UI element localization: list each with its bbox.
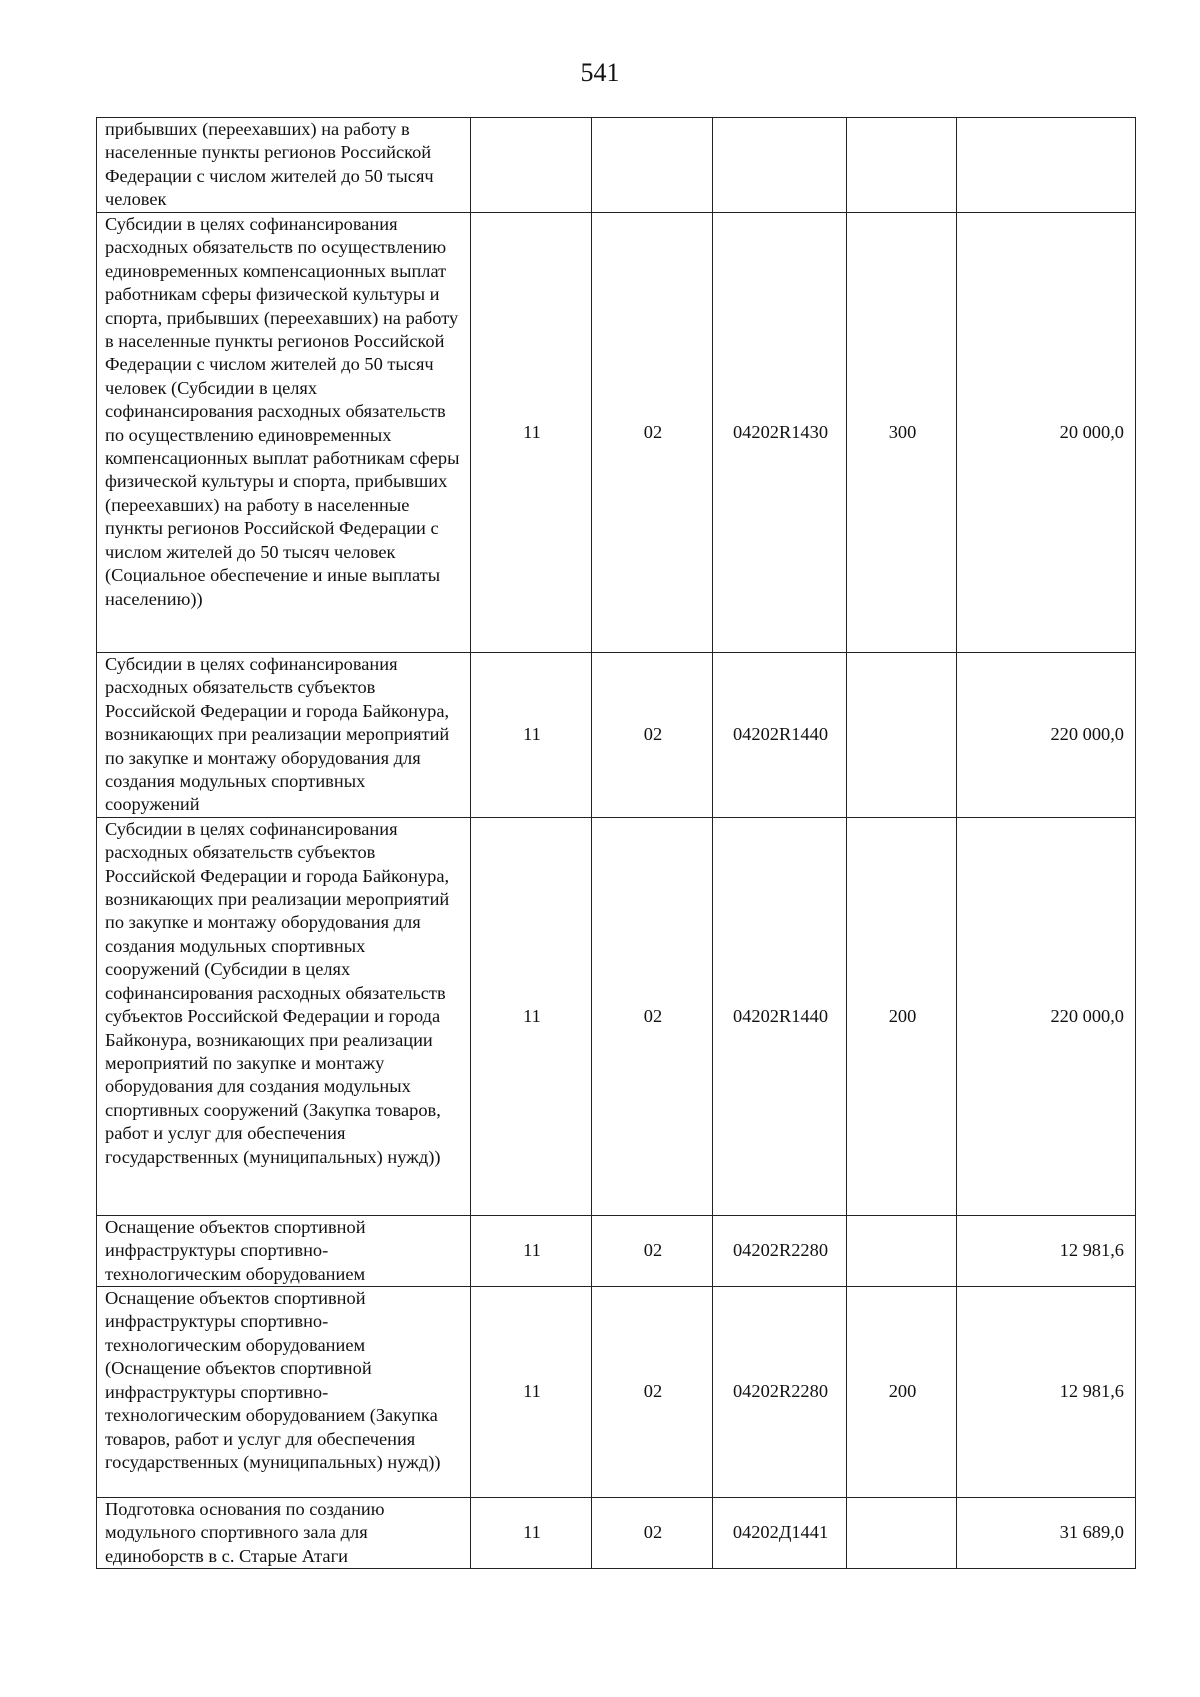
amount: 20 000,0 bbox=[957, 213, 1136, 653]
section-code: 11 bbox=[471, 1287, 592, 1498]
table-row bbox=[97, 1287, 1136, 1498]
amount: 220 000,0 bbox=[957, 653, 1136, 818]
target-article-code: 04202R1440 bbox=[713, 817, 847, 1215]
amount: 12 981,6 bbox=[957, 1215, 1136, 1286]
section-code: 11 bbox=[471, 653, 592, 818]
amount: 31 689,0 bbox=[957, 1498, 1136, 1569]
table-body bbox=[97, 118, 1136, 1569]
subsection-code: 02 bbox=[592, 1498, 713, 1569]
expense-type-code bbox=[847, 653, 957, 818]
subsection-code: 02 bbox=[592, 817, 713, 1215]
subsection-code: 02 bbox=[592, 213, 713, 653]
subsection-code bbox=[592, 118, 713, 213]
target-article-code: 04202R2280 bbox=[713, 1287, 847, 1498]
target-article-code: 04202R2280 bbox=[713, 1215, 847, 1286]
subsection-code: 02 bbox=[592, 653, 713, 818]
section-code: 11 bbox=[471, 1215, 592, 1286]
subsection-code: 02 bbox=[592, 1287, 713, 1498]
expense-type-code: 200 bbox=[847, 1287, 957, 1498]
table-row bbox=[97, 1498, 1136, 1569]
amount: 220 000,0 bbox=[957, 817, 1136, 1215]
section-code: 11 bbox=[471, 817, 592, 1215]
target-article-code: 04202R1430 bbox=[713, 213, 847, 653]
table-row bbox=[97, 653, 1136, 818]
section-code: 11 bbox=[471, 213, 592, 653]
row-description: Субсидии в целях софинансирования расходных обязательств субъектов Российской Федерации и города Байконура, возникающих при реализации мероприятий по закупке и монтажу оборудования для создания модульных спортивных сооружений bbox=[97, 653, 471, 818]
target-article-code: 04202R1440 bbox=[713, 653, 847, 818]
expense-type-code: 200 bbox=[847, 817, 957, 1215]
amount: 12 981,6 bbox=[957, 1287, 1136, 1498]
row-description: Подготовка основания по созданию модульного спортивного зала для единоборств в с. Старые Атаги bbox=[97, 1498, 471, 1569]
amount bbox=[957, 118, 1136, 213]
section-code bbox=[471, 118, 592, 213]
row-description: прибывших (переехавших) на работу в населенные пункты регионов Российской Федерации с числом жителей до 50 тысяч человек bbox=[97, 118, 471, 213]
expense-type-code: 300 bbox=[847, 213, 957, 653]
row-description: Субсидии в целях софинансирования расходных обязательств субъектов Российской Федерации и города Байконура, возникающих при реализации мероприятий по закупке и монтажу оборудования для создания модульных спортивных сооружений (Субсидии в целях софинансирования расходных обязательств субъектов Российской Федерации и города Байконура, возникающих при реализации мероприятий по закупке и монтажу оборудования для создания модульных спортивных сооружений (Закупка товаров, работ и услуг для обеспечения государственных (муниципальных) нужд)) bbox=[97, 817, 471, 1215]
table-row bbox=[97, 1215, 1136, 1286]
table-row bbox=[97, 118, 1136, 213]
page-number: 541 bbox=[580, 58, 620, 87]
table-row bbox=[97, 817, 1136, 1215]
expense-type-code bbox=[847, 1215, 957, 1286]
subsection-code: 02 bbox=[592, 1215, 713, 1286]
target-article-code: 04202Д1441 bbox=[713, 1498, 847, 1569]
section-code: 11 bbox=[471, 1498, 592, 1569]
target-article-code bbox=[713, 118, 847, 213]
budget-table bbox=[96, 117, 1136, 1569]
row-description: Субсидии в целях софинансирования расходных обязательств по осуществлению единовременных компенсационных выплат работникам сферы физической культуры и спорта, прибывших (переехавших) на работу в населенные пункты регионов Российской Федерации с числом жителей до 50 тысяч человек (Субсидии в целях софинансирования расходных обязательств по осуществлению единовременных компенсационных выплат работникам сферы физической культуры и спорта, прибывших (переехавших) на работу в населенные пункты регионов Российской Федерации с числом жителей до 50 тысяч человек (Социальное обеспечение и иные выплаты населению)) bbox=[97, 213, 471, 653]
table-row bbox=[97, 213, 1136, 653]
expense-type-code bbox=[847, 1498, 957, 1569]
expense-type-code bbox=[847, 118, 957, 213]
row-description: Оснащение объектов спортивной инфраструктуры спортивно-технологическим оборудованием bbox=[97, 1215, 471, 1286]
row-description: Оснащение объектов спортивной инфраструктуры спортивно-технологическим оборудованием (Оснащение объектов спортивной инфраструктуры спортивно-технологическим оборудованием (Закупка товаров, работ и услуг для обеспечения государственных (муниципальных) нужд)) bbox=[97, 1287, 471, 1498]
